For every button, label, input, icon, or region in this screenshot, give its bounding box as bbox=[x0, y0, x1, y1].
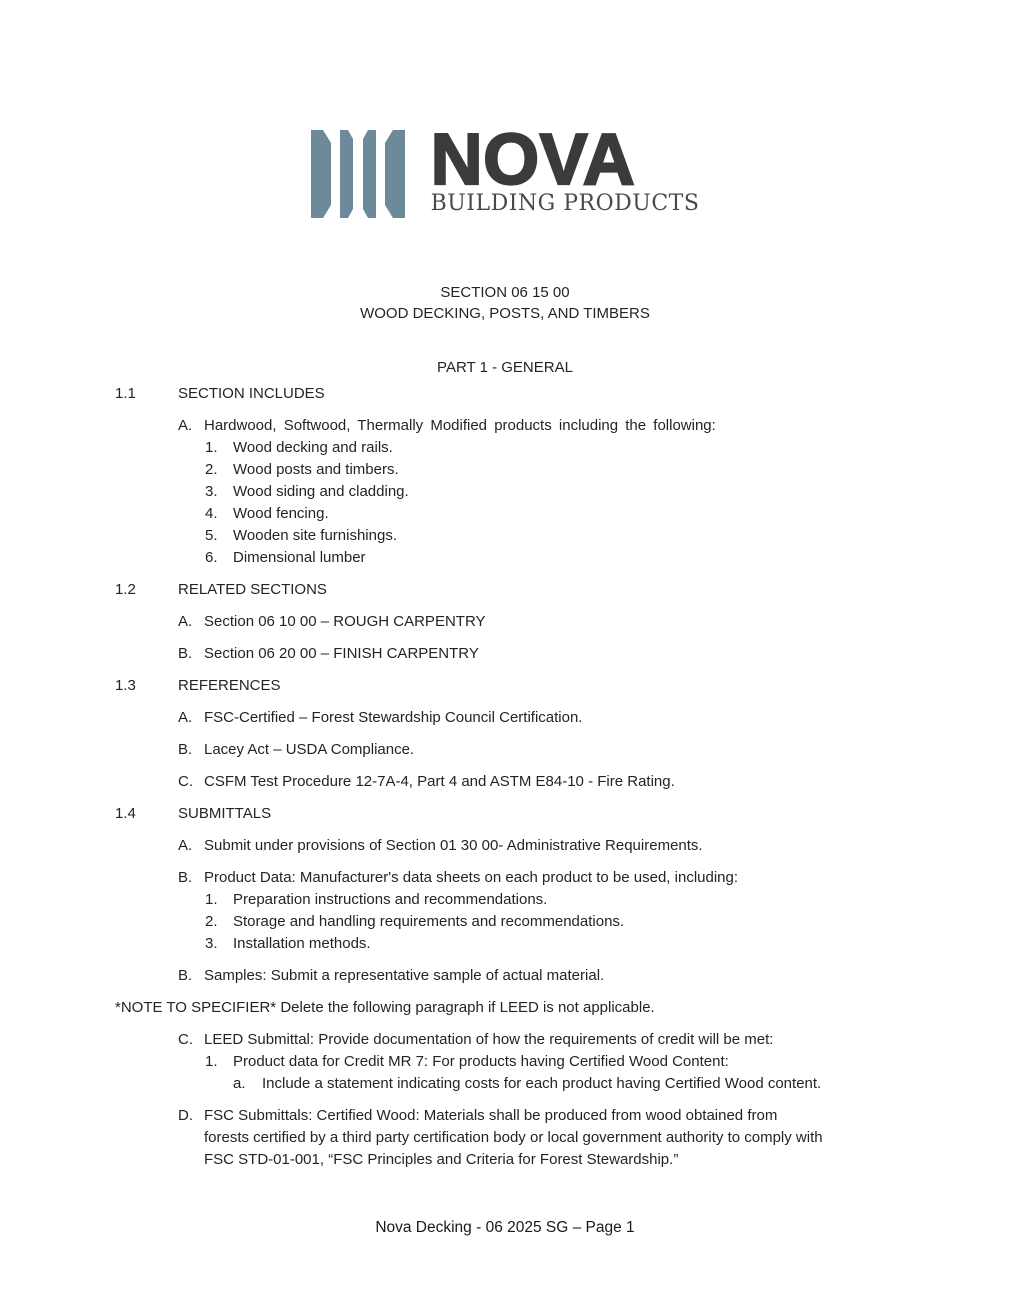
section-heading bbox=[115, 383, 895, 405]
spec-subitem bbox=[115, 503, 895, 525]
item-marker: A. bbox=[178, 613, 193, 630]
section-heading bbox=[115, 675, 895, 697]
spec-paragraph bbox=[115, 867, 895, 889]
item-marker: 3. bbox=[205, 935, 218, 952]
spec-paragraph bbox=[115, 415, 895, 437]
item-marker: C. bbox=[178, 773, 193, 790]
nova-logo-planks-icon bbox=[311, 130, 405, 218]
item-marker: 1. bbox=[205, 891, 218, 908]
item-marker: A. bbox=[178, 709, 193, 726]
spec-subitem bbox=[115, 911, 895, 933]
spec-subitem bbox=[115, 459, 895, 481]
item-text: Include a statement indicating costs for each product having Certified Wood content. bbox=[262, 1075, 822, 1092]
section-number-line: SECTION 06 15 00 bbox=[440, 284, 570, 301]
section-heading bbox=[115, 803, 895, 825]
item-marker: 2. bbox=[205, 913, 218, 930]
item-marker: a. bbox=[233, 1075, 246, 1092]
item-text: Lacey Act – USDA Compliance. bbox=[204, 741, 415, 758]
section-heading bbox=[115, 579, 895, 601]
plank-shape bbox=[311, 130, 331, 218]
item-text: Product data for Credit MR 7: For products having Certified Wood Content: bbox=[233, 1053, 729, 1070]
spec-paragraph bbox=[115, 643, 895, 665]
item-marker: B. bbox=[178, 741, 193, 758]
spec-paragraph bbox=[115, 739, 895, 761]
item-marker: D. bbox=[178, 1107, 193, 1124]
logo-wordmark: NOVA bbox=[430, 120, 636, 200]
spec-subitem bbox=[115, 525, 895, 547]
spec-paragraph bbox=[115, 1105, 895, 1171]
item-text-line: forests certified by a third party certification body or local government authority to comply with bbox=[204, 1129, 823, 1146]
note-to-specifier: *NOTE TO SPECIFIER* Delete the following paragraph if LEED is not applicable. bbox=[115, 999, 655, 1016]
item-text: Section 06 10 00 – ROUGH CARPENTRY bbox=[204, 613, 486, 630]
item-text: Product Data: Manufacturer's data sheets on each product to be used, including: bbox=[204, 869, 739, 886]
part-title: PART 1 - GENERAL bbox=[437, 359, 573, 376]
item-text: Samples: Submit a representative sample of actual material. bbox=[204, 967, 605, 984]
section-title: SECTION INCLUDES bbox=[178, 385, 325, 402]
item-marker: 1. bbox=[205, 439, 218, 456]
plank-shape bbox=[340, 130, 353, 218]
section-title: RELATED SECTIONS bbox=[178, 581, 327, 598]
spec-subitem bbox=[115, 889, 895, 911]
section-number: 1.2 bbox=[115, 581, 136, 598]
spec-paragraph bbox=[115, 835, 895, 857]
spec-subitem bbox=[115, 481, 895, 503]
spec-paragraph bbox=[115, 1029, 895, 1051]
item-text: LEED Submittal: Provide documentation of how the requirements of credit will be met: bbox=[204, 1031, 774, 1048]
item-marker: B. bbox=[178, 645, 193, 662]
page-footer: Nova Decking - 06 2025 SG – Page 1 bbox=[375, 1219, 635, 1236]
item-text: Wood fencing. bbox=[233, 505, 329, 522]
item-text: FSC-Certified – Forest Stewardship Council Certification. bbox=[204, 709, 583, 726]
item-text-multiline bbox=[204, 1105, 895, 1171]
spec-paragraph bbox=[115, 707, 895, 729]
section-name-line: WOOD DECKING, POSTS, AND TIMBERS bbox=[360, 305, 650, 322]
item-marker: 4. bbox=[205, 505, 218, 522]
item-text: Submit under provisions of Section 01 30 00- Administrative Requirements. bbox=[204, 837, 703, 854]
logo-tagline: BUILDING PRODUCTS bbox=[430, 191, 700, 216]
item-marker: A. bbox=[178, 417, 193, 434]
item-text-line: FSC Submittals: Certified Wood: Materials shall be produced from wood obtained from bbox=[204, 1107, 778, 1124]
item-text: Wood posts and timbers. bbox=[233, 461, 399, 478]
logo-text-block bbox=[430, 120, 700, 217]
item-text: Wooden site furnishings. bbox=[233, 527, 397, 544]
spec-subitem bbox=[115, 1073, 895, 1095]
item-text: Preparation instructions and recommendations. bbox=[233, 891, 548, 908]
section-title: REFERENCES bbox=[178, 677, 281, 694]
spec-paragraph bbox=[115, 771, 895, 793]
item-marker: 3. bbox=[205, 483, 218, 500]
item-text-line: FSC STD-01-001, “FSC Principles and Criteria for Forest Stewardship.” bbox=[204, 1151, 679, 1168]
item-marker: 2. bbox=[205, 461, 218, 478]
section-number: 1.3 bbox=[115, 677, 136, 694]
section-number: 1.1 bbox=[115, 385, 136, 402]
item-text: Wood decking and rails. bbox=[233, 439, 393, 456]
item-marker: B. bbox=[178, 869, 193, 886]
item-text: CSFM Test Procedure 12-7A-4, Part 4 and ASTM E84-10 - Fire Rating. bbox=[204, 773, 675, 790]
plank-shape bbox=[363, 130, 376, 218]
item-marker: 5. bbox=[205, 527, 218, 544]
spec-subitem bbox=[115, 547, 895, 569]
item-marker: 6. bbox=[205, 549, 218, 566]
item-marker: A. bbox=[178, 837, 193, 854]
section-title: SUBMITTALS bbox=[178, 805, 272, 822]
spec-paragraph bbox=[115, 611, 895, 633]
item-text: Dimensional lumber bbox=[233, 549, 366, 566]
item-text: Section 06 20 00 – FINISH CARPENTRY bbox=[204, 645, 479, 662]
item-marker: 1. bbox=[205, 1053, 218, 1070]
item-text: Hardwood, Softwood, Thermally Modified products including the following: bbox=[204, 417, 716, 434]
spec-paragraph bbox=[115, 965, 895, 987]
nova-logo bbox=[0, 0, 1010, 218]
item-text: Wood siding and cladding. bbox=[233, 483, 409, 500]
document-title bbox=[0, 282, 1010, 324]
spec-subitem bbox=[115, 1051, 895, 1073]
item-text: Storage and handling requirements and recommendations. bbox=[233, 913, 625, 930]
spec-subitem bbox=[115, 437, 895, 459]
spec-body bbox=[0, 383, 1010, 1171]
item-marker: B. bbox=[178, 967, 193, 984]
item-marker: C. bbox=[178, 1031, 193, 1048]
section-number: 1.4 bbox=[115, 805, 136, 822]
spec-subitem bbox=[115, 933, 895, 955]
plank-shape bbox=[385, 130, 405, 218]
item-text: Installation methods. bbox=[233, 935, 371, 952]
